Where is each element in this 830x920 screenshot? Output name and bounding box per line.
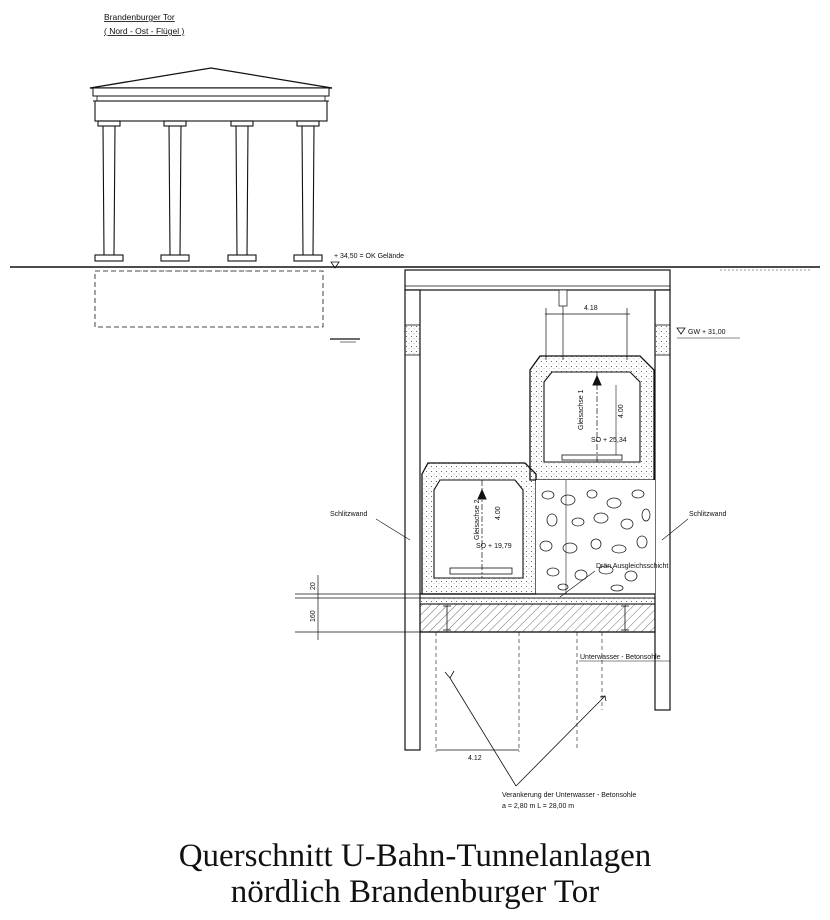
dimension-top [545, 290, 630, 360]
track-axis-lower: Gleisachse 2 [474, 499, 481, 540]
so-upper-label: SO + 25,34 [591, 437, 627, 444]
slurry-wall-left [405, 290, 420, 750]
drain-layer [420, 598, 655, 604]
track-axis-upper: Gleisachse 1 [578, 389, 585, 430]
upper-tunnel [530, 356, 654, 480]
drain-layer-label: Drän Ausgleichsschicht [596, 563, 669, 570]
anchoring-spec: a = 2,80 m L = 28,00 m [502, 803, 575, 810]
slurry-wall-right-label: Schlitzwand [689, 511, 727, 518]
anchoring-note: Verankerung der Unterwasser - Betonsohle [502, 792, 637, 799]
drawing-title: Brandenburger Tor [104, 12, 175, 22]
upper-height-dim: 4.00 [618, 404, 625, 418]
caption-line-2: nördlich Brandenburger Tor [230, 874, 600, 910]
so-lower-label: SO + 19,79 [476, 543, 512, 550]
underwater-slab-label: Unterwasser - Betonsohle [580, 654, 661, 661]
dimension-bottom-width: 4.12 [468, 755, 482, 762]
drawing-subtitle: ( Nord - Ost - Flügel ) [104, 26, 185, 36]
thickness-160-label: 160 [310, 610, 317, 622]
anchor-leader-lines [445, 671, 606, 786]
brandenburger-tor-elevation [90, 68, 332, 327]
dimension-top-width: 4.18 [584, 305, 598, 312]
underwater-concrete-slab [420, 604, 655, 632]
gravel-fill [536, 480, 655, 594]
slurry-wall-right [655, 290, 670, 710]
anchors [436, 632, 602, 752]
caption-line-1: Querschnitt U-Bahn-Tunnelanlagen [178, 838, 652, 874]
lower-height-dim: 4.00 [495, 506, 502, 520]
groundwater-label: GW + 31,00 [688, 329, 726, 336]
ground-level-label: + 34,50 = OK Gelände [334, 253, 405, 260]
thickness-20-label: 20 [310, 582, 317, 590]
roof-slab [405, 270, 670, 290]
slurry-wall-left-label: Schlitzwand [330, 511, 368, 518]
